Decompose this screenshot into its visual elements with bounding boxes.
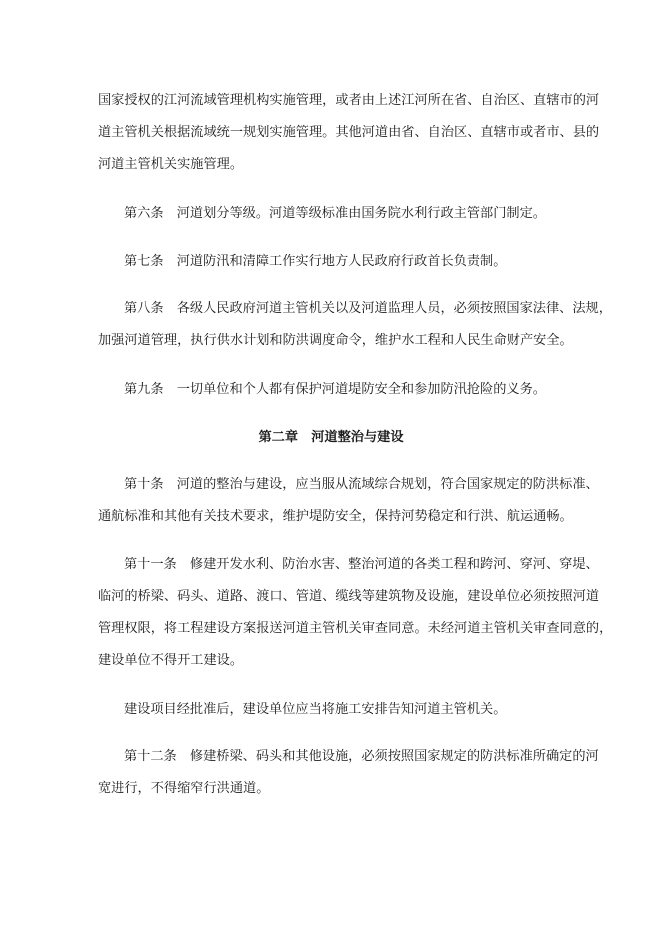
paragraph-line: 加强河道管理，执行供水计划和防洪调度命令，维护水工程和人民生命财产安全。	[98, 333, 573, 348]
paragraph-line: 管理权限，将工程建设方案报送河道主管机关审查同意。未经河道主管机关审查同意的，	[98, 621, 613, 636]
paragraph-line: 河道主管机关实施管理。	[98, 157, 244, 172]
article-9: 第九条 一切单位和个人都有保护河道堤防安全和参加防汛抢险的义务。	[124, 382, 546, 397]
article-12: 第十二条 修建桥梁、码头和其他设施，必须按照国家规定的防洪标准所确定的河	[124, 749, 599, 764]
chapter-heading: 第二章 河道整治与建设	[258, 430, 404, 445]
paragraph-line: 建设项目经批准后，建设单位应当将施工安排告知河道主管机关。	[124, 702, 507, 717]
article-6: 第六条 河道划分等级。河道等级标准由国务院水利行政主管部门制定。	[124, 206, 546, 221]
paragraph-line: 通航标准和其他有关技术要求，维护堤防安全，保持河势稳定和行洪、航运通畅。	[98, 509, 573, 524]
article-8: 第八条 各级人民政府河道主管机关以及河道监理人员，必须按照国家法律、法规，	[124, 301, 612, 316]
article-7: 第七条 河道防汛和清障工作实行地方人民政府行政首长负责制。	[124, 254, 507, 269]
paragraph-line: 道主管机关根据流域统一规划实施管理。其他河道由省、自治区、直辖市或者市、县的	[98, 125, 600, 140]
paragraph-line: 临河的桥梁、码头、道路、渡口、管道、缆线等建筑物及设施，建设单位必须按照河道	[98, 589, 600, 604]
paragraph-line: 宽进行，不得缩窄行洪通道。	[98, 781, 270, 796]
paragraph-line: 国家授权的江河流域管理机构实施管理，或者由上述江河所在省、自治区、直辖市的河	[98, 93, 600, 108]
article-10: 第十条 河道的整治与建设，应当服从流域综合规划，符合国家规定的防洪标准、	[124, 477, 599, 492]
paragraph-line: 建设单位不得开工建设。	[98, 653, 244, 668]
article-11: 第十一条 修建开发水利、防治水害、整治河道的各类工程和跨河、穿河、穿堤、	[124, 557, 599, 572]
